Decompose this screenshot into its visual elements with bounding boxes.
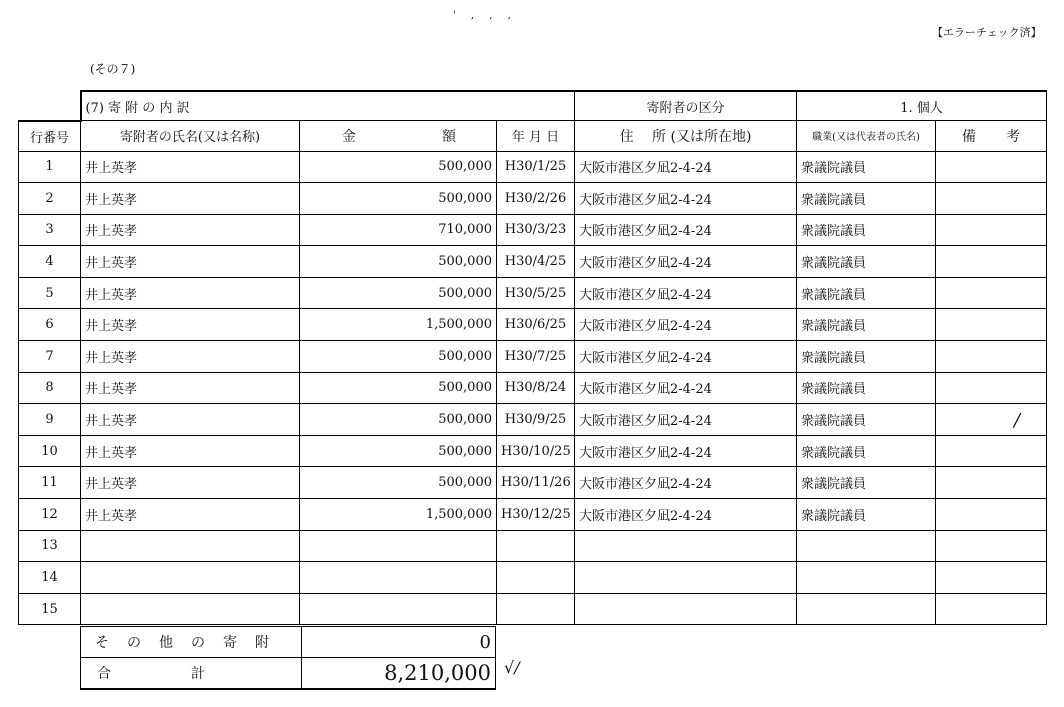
occupation: 衆議院議員 — [797, 435, 936, 467]
top-marks: ' , , , — [453, 10, 517, 21]
remarks — [936, 277, 1047, 309]
amount: 500,000 — [300, 372, 497, 404]
handwritten-slash-mark: / — [1014, 410, 1021, 431]
donor-name: 井上英孝 — [81, 499, 300, 531]
remarks — [936, 530, 1047, 562]
table-row — [19, 214, 1047, 246]
address: 大阪市港区夕凪2-4-24 — [575, 341, 797, 373]
donation-date — [497, 562, 575, 594]
table-row — [19, 183, 1047, 215]
donation-table — [18, 90, 1047, 625]
donation-date: H30/9/25 — [497, 404, 575, 436]
table-row — [19, 530, 1047, 562]
remarks — [936, 435, 1047, 467]
row-number: 4 — [19, 246, 81, 278]
remarks — [936, 151, 1047, 183]
amount: 500,000 — [300, 404, 497, 436]
donor-name: 井上英孝 — [81, 277, 300, 309]
row-number: 2 — [19, 183, 81, 215]
occupation — [797, 530, 936, 562]
row-number: 13 — [19, 530, 81, 562]
donor-name: 井上英孝 — [81, 309, 300, 341]
section-title: (7) 寄 附 の 内 訳 — [81, 91, 575, 121]
amount: 500,000 — [300, 341, 497, 373]
donor-name: 井上英孝 — [81, 404, 300, 436]
donation-date: H30/12/25 — [497, 499, 575, 531]
occupation: 衆議院議員 — [797, 372, 936, 404]
table-row — [19, 151, 1047, 183]
other-donation-label: その他の寄附 — [81, 627, 302, 658]
remarks — [936, 372, 1047, 404]
address — [575, 593, 797, 625]
col-amount-right: 額 — [442, 128, 456, 145]
donor-name: 井上英孝 — [81, 435, 300, 467]
address: 大阪市港区夕凪2-4-24 — [575, 404, 797, 436]
address: 大阪市港区夕凪2-4-24 — [575, 435, 797, 467]
remarks — [936, 593, 1047, 625]
table-row — [19, 309, 1047, 341]
col-amount-left: 金 — [342, 128, 356, 145]
table-row — [19, 341, 1047, 373]
donation-date: H30/6/25 — [497, 309, 575, 341]
donation-date — [497, 530, 575, 562]
donor-name: 井上英孝 — [81, 151, 300, 183]
col-address: 住 所 (又は所在地) — [575, 121, 797, 152]
amount: 710,000 — [300, 214, 497, 246]
address — [575, 530, 797, 562]
occupation: 衆議院議員 — [797, 499, 936, 531]
amount: 500,000 — [300, 246, 497, 278]
row-number: 5 — [19, 277, 81, 309]
address: 大阪市港区夕凪2-4-24 — [575, 372, 797, 404]
donor-category-value: 1. 個人 — [797, 91, 1047, 121]
donation-date: H30/3/23 — [497, 214, 575, 246]
remarks — [936, 246, 1047, 278]
col-occupation: 職業(又は代表者の氏名) — [797, 121, 936, 152]
col-remarks-right: 考 — [1006, 128, 1021, 145]
donor-name — [81, 562, 300, 594]
remarks — [936, 499, 1047, 531]
occupation: 衆議院議員 — [797, 214, 936, 246]
col-row-no: 行番号 — [19, 121, 81, 152]
occupation — [797, 593, 936, 625]
col-name: 寄附者の氏名(又は名称) — [81, 121, 300, 152]
row-number: 1 — [19, 151, 81, 183]
handwritten-check-mark: √/ — [504, 658, 520, 677]
amount: 500,000 — [300, 183, 497, 215]
donation-date: H30/1/25 — [497, 151, 575, 183]
amount — [300, 593, 497, 625]
donor-category-label: 寄附者の区分 — [575, 91, 797, 121]
occupation — [797, 562, 936, 594]
donor-name: 井上英孝 — [81, 183, 300, 215]
donation-date — [497, 593, 575, 625]
donor-name: 井上英孝 — [81, 246, 300, 278]
occupation: 衆議院議員 — [797, 309, 936, 341]
row-number: 6 — [19, 309, 81, 341]
table-row — [19, 404, 1047, 436]
address: 大阪市港区夕凪2-4-24 — [575, 246, 797, 278]
address: 大阪市港区夕凪2-4-24 — [575, 214, 797, 246]
occupation: 衆議院議員 — [797, 467, 936, 499]
address: 大阪市港区夕凪2-4-24 — [575, 277, 797, 309]
row-number: 8 — [19, 372, 81, 404]
address: 大阪市港区夕凪2-4-24 — [575, 467, 797, 499]
remarks — [936, 183, 1047, 215]
donation-date: H30/8/24 — [497, 372, 575, 404]
row-number: 10 — [19, 435, 81, 467]
donor-name: 井上英孝 — [81, 341, 300, 373]
donor-name: 井上英孝 — [81, 214, 300, 246]
remarks — [936, 467, 1047, 499]
table-row — [19, 467, 1047, 499]
col-amount — [300, 121, 497, 152]
table-row — [19, 593, 1047, 625]
row-number: 14 — [19, 562, 81, 594]
donation-date: H30/11/26 — [497, 467, 575, 499]
amount — [300, 530, 497, 562]
address: 大阪市港区夕凪2-4-24 — [575, 183, 797, 215]
row-number: 7 — [19, 341, 81, 373]
summary-table — [80, 626, 496, 690]
col-date: 年 月 日 — [497, 121, 575, 152]
donor-name — [81, 593, 300, 625]
table-row — [19, 499, 1047, 531]
col-remarks-left: 備 — [962, 128, 976, 145]
donor-name — [81, 530, 300, 562]
remarks — [936, 309, 1047, 341]
remarks — [936, 214, 1047, 246]
amount: 500,000 — [300, 467, 497, 499]
donation-date: H30/2/26 — [497, 183, 575, 215]
amount — [300, 562, 497, 594]
occupation: 衆議院議員 — [797, 183, 936, 215]
table-row — [19, 372, 1047, 404]
amount: 1,500,000 — [300, 499, 497, 531]
total-label: 合計 — [81, 658, 302, 690]
col-remarks — [936, 121, 1047, 152]
other-donation-value: 0 — [302, 627, 496, 658]
table-row — [19, 277, 1047, 309]
table-row — [19, 435, 1047, 467]
error-check-stamp: 【エラーチェック済】 — [932, 26, 1042, 39]
occupation: 衆議院議員 — [797, 277, 936, 309]
occupation: 衆議院議員 — [797, 341, 936, 373]
address — [575, 562, 797, 594]
donation-date: H30/5/25 — [497, 277, 575, 309]
amount: 500,000 — [300, 151, 497, 183]
amount: 500,000 — [300, 435, 497, 467]
amount: 1,500,000 — [300, 309, 497, 341]
row-number: 15 — [19, 593, 81, 625]
occupation: 衆議院議員 — [797, 246, 936, 278]
corner-blank — [19, 91, 81, 121]
address: 大阪市港区夕凪2-4-24 — [575, 309, 797, 341]
donation-date: H30/7/25 — [497, 341, 575, 373]
donor-name: 井上英孝 — [81, 372, 300, 404]
donation-date: H30/10/25 — [497, 435, 575, 467]
row-number: 9 — [19, 404, 81, 436]
row-number: 12 — [19, 499, 81, 531]
section-label: (その７) — [90, 62, 136, 76]
address: 大阪市港区夕凪2-4-24 — [575, 499, 797, 531]
address: 大阪市港区夕凪2-4-24 — [575, 151, 797, 183]
table-row — [19, 562, 1047, 594]
total-value: 8,210,000 — [302, 658, 496, 690]
occupation: 衆議院議員 — [797, 404, 936, 436]
row-number: 3 — [19, 214, 81, 246]
remarks — [936, 562, 1047, 594]
donation-date: H30/4/25 — [497, 246, 575, 278]
donor-name: 井上英孝 — [81, 467, 300, 499]
occupation: 衆議院議員 — [797, 151, 936, 183]
remarks — [936, 404, 1047, 436]
amount: 500,000 — [300, 277, 497, 309]
remarks — [936, 341, 1047, 373]
row-number: 11 — [19, 467, 81, 499]
table-row — [19, 246, 1047, 278]
